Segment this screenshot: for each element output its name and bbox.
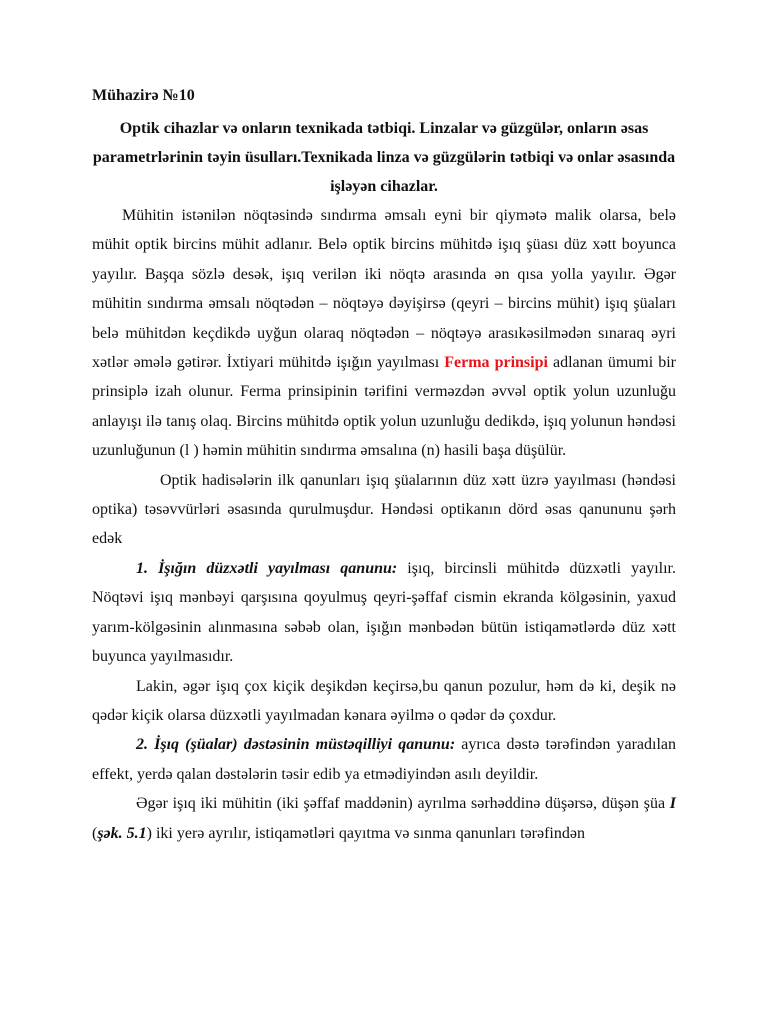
paragraph-small-aperture: Lakin, əgər işıq çox kiçik deşikdən keçirsə,bu qanun pozulur, həm də ki, deşik nə qədər kiçik olarsa düzxətli yayılmadan kənara əyilmə o qədər də çoxdur.	[92, 677, 676, 724]
lecture-number: Mühazirə №10	[92, 87, 195, 104]
paragraph-text: Mühitin istənilən nöqtəsində sındırma əmsalı eyni bir qiymətə malik olarsa, belə mühit optik bircins mühit adlanır. Belə optik bircins mühitdə işıq şüası düz xətt boyunca yayılır. Başqa sözlə desək, işıq verilən iki nöqtə arasında ən qısa yolla yayılır. Əgər mühitin sındırma əmsalı nöqtədən – nöqtəyə dəyişirsə (qeyri – bircins mühit) işıq şüaları belə mühitdən keçdikdə uyğun olaraq nöqtədən – nöqtəyə arasıkəsilmədən sınaraq əyri xətlər əmələ gətirər. İxtiyari mühitdə işığın yayılması	[92, 207, 676, 372]
law-1-title: 1. İşığın düzxətli yayılması qanunu:	[136, 559, 398, 577]
paragraph-interface	[92, 789, 676, 848]
ferma-principle-highlight: Ferma prinsipi	[444, 354, 548, 372]
law-1-paragraph	[92, 554, 676, 672]
paragraph-text: Əgər işıq iki mühitin (iki şəffaf maddənin) ayrılma sərhəddinə düşərsə, düşən şüa	[136, 795, 670, 813]
figure-reference: şək. 5.1	[97, 824, 147, 842]
ray-label: I	[669, 795, 676, 813]
law-2-text: ayrıca dəstə tərəfindən yaradılan effekt, yerdə qalan dəstələrin təsir edib ya etmədiyindən asılı deyildir.	[92, 736, 676, 783]
law-2-title: 2. İşıq (şüalar) dəstəsinin müstəqilliyi qanunu:	[136, 736, 456, 754]
paragraph-text: ) iki yerə ayrılır, istiqamətləri qayıtma və sınma qanunları tərəfindən	[146, 824, 585, 842]
paragraph-geometric-optics: Optik hadisələrin ilk qanunları işıq şüalarının düz xətt üzrə yayılması (həndəsi optika) təsəvvürləri əsasında qurulmuşdur. Həndəsi optikanın dörd əsas qanununu şərh edək	[92, 471, 676, 548]
paragraph-text: (	[92, 824, 98, 842]
law-2-paragraph	[92, 730, 676, 789]
law-1-text: işıq, bircinsli mühitdə düzxətli yayılır. Nöqtəvi işıq mənbəyi qarşısına qoyulmuş qeyri-şəffaf cismin ekranda kölgəsinin, yaxud yarım-kölgəsinin alınmasına səbəb olan, işığın mənbədən bütün istiqamətlərdə düz xətt buyunca yayılmasıdır.	[92, 559, 677, 666]
paragraph-text: adlanan ümumi bir prinsiplə izah olunur. Ferma prinsipinin tərifini verməzdən əvvəl optik yolun uzunluğu anlayışı ilə tanış olaq. Bircins mühitdə optik yolun uzunluğu dedikdə, işıq yolunun həndəsi uzunluğunun (l ) həmin mühitin sındırma əmsalına (n) hasili başa düşülür.	[92, 354, 676, 460]
paragraph-homogeneous-medium	[92, 201, 676, 466]
lecture-title: Optik cihazlar və onların texnikada tətbiqi. Linzalar və güzgülər, onların əsas parametrlərinin təyin üsulları.Texnikada linza və güzgülərin tətbiqi və onlar əsasında işləyən cihazlar.	[92, 120, 676, 195]
